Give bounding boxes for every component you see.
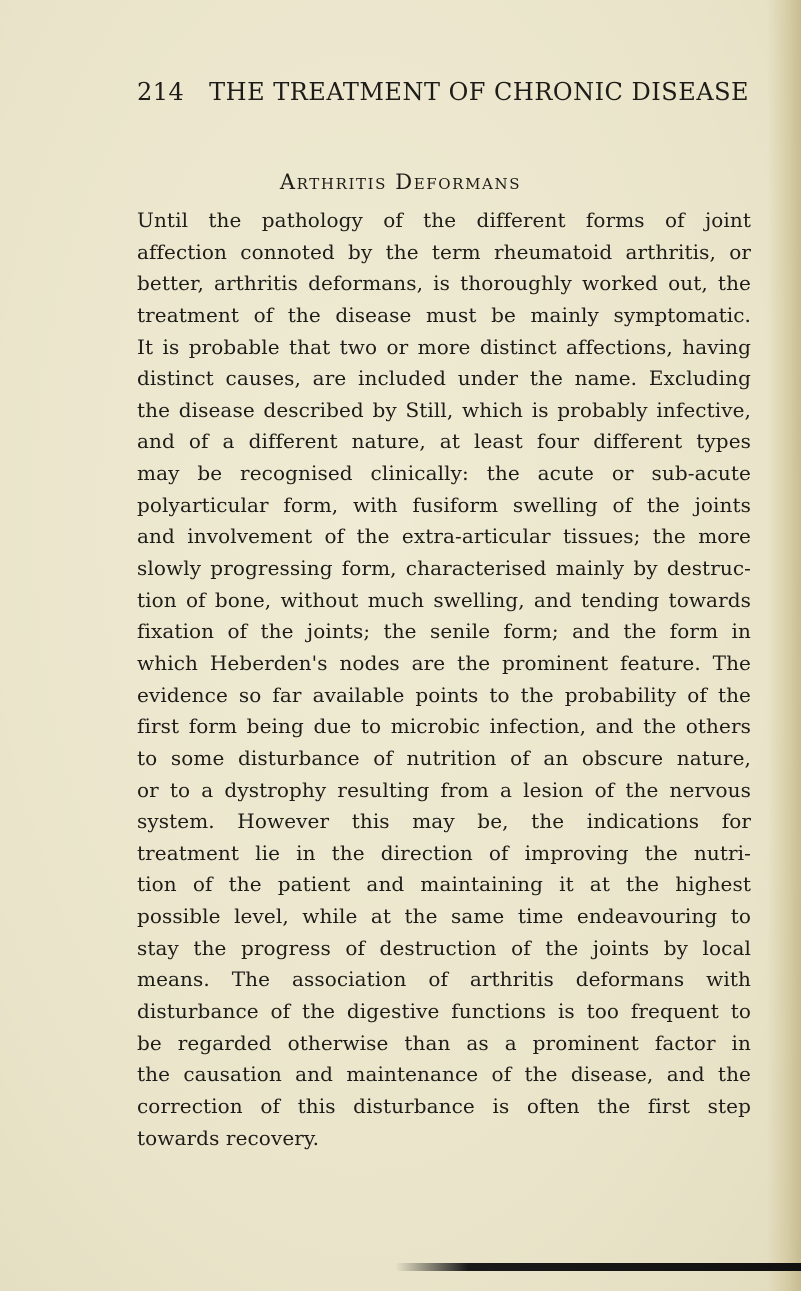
text-line: the causation and maintenance of the disease, and the: [137, 1062, 751, 1087]
text-line: tion of the patient and maintaining it at the highest: [137, 872, 751, 897]
text-line: may be recognised clinically: the acute or sub-acute: [137, 461, 751, 486]
text-line: tion of bone, without much swelling, and tending towards: [137, 587, 751, 612]
text-line: stay the progress of destruction of the joints by local: [137, 935, 751, 960]
text-line: treatment lie in the direction of improving the nutri-: [137, 840, 751, 865]
text-line: It is probable that two or more distinct affections, having: [137, 334, 751, 359]
running-title: THE TREATMENT OF CHRONIC DISEASE: [209, 78, 750, 106]
text-line: correction of this disturbance is often the first step: [137, 1093, 751, 1118]
text-line: treatment of the disease must be mainly symptomatic.: [137, 302, 751, 327]
text-line: slowly progressing form, characterised mainly by destruc-: [137, 556, 751, 581]
text-line: the disease described by Still, which is probably infective,: [137, 397, 751, 422]
text-line: be regarded otherwise than as a prominent factor in: [137, 1030, 751, 1055]
text-line: first form being due to microbic infection, and the others: [137, 714, 751, 739]
text-line: which Heberden's nodes are the prominent feature. The: [137, 650, 751, 675]
text-line: towards recovery.: [137, 1125, 320, 1150]
bottom-edge-rule: [395, 1263, 801, 1271]
body-paragraph: [137, 205, 751, 1154]
text-line: possible level, while at the same time endeavouring to: [137, 904, 751, 929]
text-line: means. The association of arthritis deformans with: [137, 967, 751, 992]
text-line: evidence so far available points to the probability of the: [137, 682, 751, 707]
text-line: Until the pathology of the different forms of joint: [137, 208, 751, 232]
text-line: or to a dystrophy resulting from a lesion of the nervous: [137, 777, 751, 802]
text-line: and involvement of the extra-articular tissues; the more: [137, 524, 751, 549]
text-line: system. However this may be, the indications for: [137, 809, 751, 834]
text-line: affection connoted by the term rheumatoid arthritis, or: [137, 239, 751, 264]
text-line: to some disturbance of nutrition of an obscure nature,: [137, 745, 751, 770]
text-line: fixation of the joints; the senile form; and the form in: [137, 619, 751, 644]
text-line: better, arthritis deformans, is thoroughly worked out, the: [137, 271, 751, 296]
running-head: [137, 72, 750, 112]
section-title: Arthritis Deformans: [279, 170, 522, 194]
page-number: 214: [137, 78, 185, 106]
text-line: and of a different nature, at least four different types: [137, 429, 751, 454]
text-line: polyarticular form, with fusiform swelling of the joints: [137, 492, 751, 517]
text-line: disturbance of the digestive functions is too frequent to: [137, 999, 751, 1024]
text-line: distinct causes, are included under the name. Excluding: [137, 366, 751, 391]
